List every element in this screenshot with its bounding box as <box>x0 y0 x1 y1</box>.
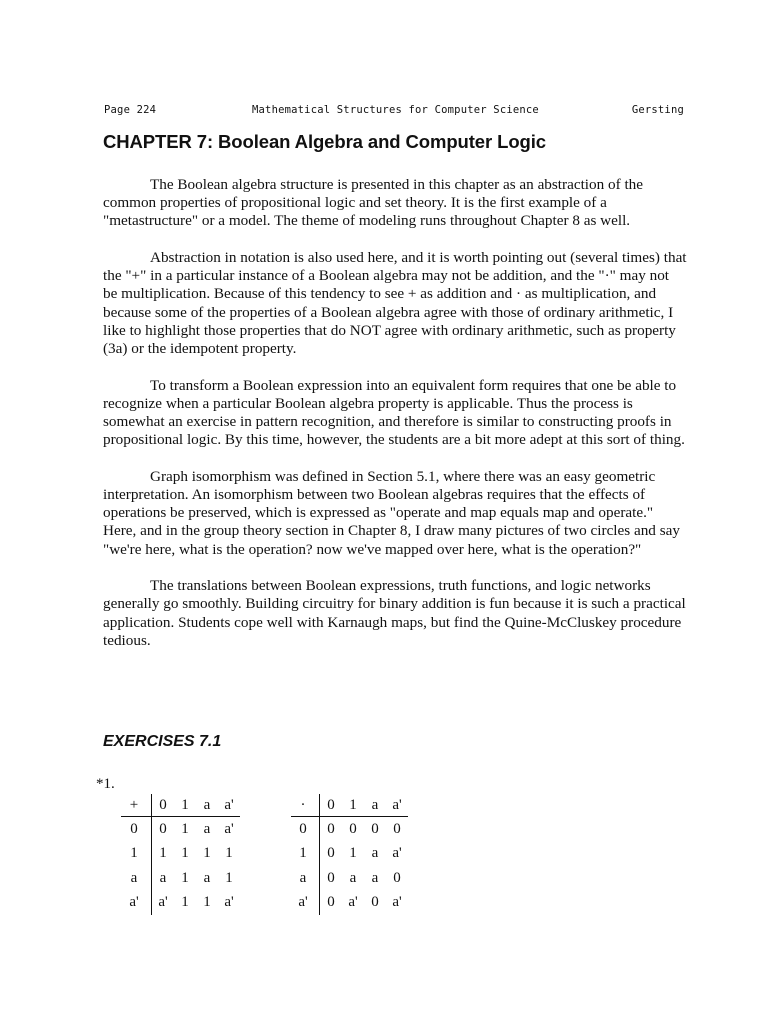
row-label: a <box>121 866 152 891</box>
operator-symbol: · <box>291 794 320 817</box>
row-label: a' <box>291 891 320 916</box>
table-row <box>291 891 408 916</box>
author-name: Gersting <box>631 104 684 116</box>
table-row <box>291 817 408 842</box>
table-cell: a <box>371 869 379 886</box>
dot-operation-table <box>291 794 408 915</box>
table-cell: 0 <box>327 845 335 862</box>
table-cell: a' <box>392 845 402 862</box>
table-cell: 0 <box>349 820 357 837</box>
table-cell: 1 <box>181 820 189 837</box>
row-label: 1 <box>291 842 320 867</box>
table-cell: 0 <box>159 820 167 837</box>
table-cell: a' <box>224 820 234 837</box>
row-label: a' <box>121 891 152 916</box>
table-cell: 1 <box>349 845 357 862</box>
table-cell: a' <box>392 894 402 911</box>
column-header: a <box>196 794 218 817</box>
row-label: a <box>291 866 320 891</box>
table-cell: 1 <box>203 845 211 862</box>
row-label: 0 <box>121 817 152 842</box>
table-cell: a' <box>224 894 234 911</box>
table-cell: 0 <box>327 820 335 837</box>
paragraph-5: The translations between Boolean expressions, truth functions, and logic networks generally go smoothly. Building circuitry for binary addition is fun because it is such a practical application. Students cope well with Karnaugh maps, but find the Quine-McCluskey procedure tedious. <box>103 577 686 649</box>
table-row <box>291 842 408 867</box>
column-header: 0 <box>320 794 343 817</box>
table-row <box>121 891 240 916</box>
book-title: Mathematical Structures for Computer Science <box>252 104 539 116</box>
page-number: Page 224 <box>104 104 157 116</box>
column-header: a' <box>386 794 408 817</box>
table-cell: a <box>159 869 167 886</box>
plus-operation-table <box>121 794 240 915</box>
table-cell: a <box>203 869 211 886</box>
paragraph-1: The Boolean algebra structure is presented in this chapter as an abstraction of the common properties of propositional logic and set theory. It is the first example of a "metastructure" or a model. The theme of modeling runs throughout Chapter 8 as well. <box>103 176 643 230</box>
table-cell: 1 <box>159 845 167 862</box>
exercises-heading: EXERCISES 7.1 <box>103 733 222 750</box>
column-header: 1 <box>342 794 364 817</box>
column-header: a' <box>218 794 240 817</box>
table-row <box>121 842 240 867</box>
table-header-row <box>121 794 240 817</box>
paragraph-3: To transform a Boolean expression into an equivalent form requires that one be able to recognize when a particular Boolean algebra property is applicable. Thus the process is somewhat an exercise in pattern recognition, and therefore is similar to constructing proofs in propositional logic. By this time, however, the students are a bit more adept at this sort of thing. <box>103 376 685 449</box>
column-header: a <box>364 794 386 817</box>
table-row <box>121 817 240 842</box>
table-header-row <box>291 794 408 817</box>
table-cell: 0 <box>327 869 335 886</box>
table-cell: 1 <box>225 845 233 862</box>
paragraph-2: Abstraction in notation is also used here, and it is worth pointing out (several times) that the "+" in a particular instance of a Boolean algebra may not be addition, and the "·" may not be multiplication. Because of this tendency to see + as addition and · as multiplication, and because some of the properties of a Boolean algebra agree with those of ordinary arithmetic, I like to highlight those properties that do NOT agree with ordinary arithmetic, such as property (3a) or the idempotent property. <box>103 249 687 358</box>
table-cell: 0 <box>393 869 401 886</box>
exercise-number: *1. <box>96 776 115 792</box>
table-cell: a <box>203 820 211 837</box>
table-row <box>291 866 408 891</box>
table-cell: a <box>371 845 379 862</box>
body-text <box>103 176 687 668</box>
table-cell: a <box>349 869 357 886</box>
table-cell: a' <box>348 894 358 911</box>
row-label: 0 <box>291 817 320 842</box>
table-cell: 1 <box>203 894 211 911</box>
table-cell: 1 <box>181 845 189 862</box>
running-header <box>104 104 684 120</box>
table-cell: 0 <box>371 820 379 837</box>
table-cell: 1 <box>225 869 233 886</box>
table-cell: 0 <box>393 820 401 837</box>
column-header: 0 <box>152 794 175 817</box>
table-cell: a' <box>158 894 168 911</box>
operator-symbol: + <box>121 794 152 817</box>
table-cell: 1 <box>181 894 189 911</box>
table-cell: 1 <box>181 869 189 886</box>
table-row <box>121 866 240 891</box>
table-cell: 0 <box>327 894 335 911</box>
row-label: 1 <box>121 842 152 867</box>
column-header: 1 <box>174 794 196 817</box>
table-cell: 0 <box>371 894 379 911</box>
chapter-title: CHAPTER 7: Boolean Algebra and Computer Logic <box>103 131 546 152</box>
paragraph-4: Graph isomorphism was defined in Section 5.1, where there was an easy geometric interpretation. An isomorphism between two Boolean algebras requires that the effects of operations be preserved, which is expressed as "operate and map equals map and operate." Here, and in the group theory section in Chapter 8, I draw many pictures of two circles and say "we're here, what is the operation? now we've mapped over here, what is the operation?" <box>103 467 680 558</box>
